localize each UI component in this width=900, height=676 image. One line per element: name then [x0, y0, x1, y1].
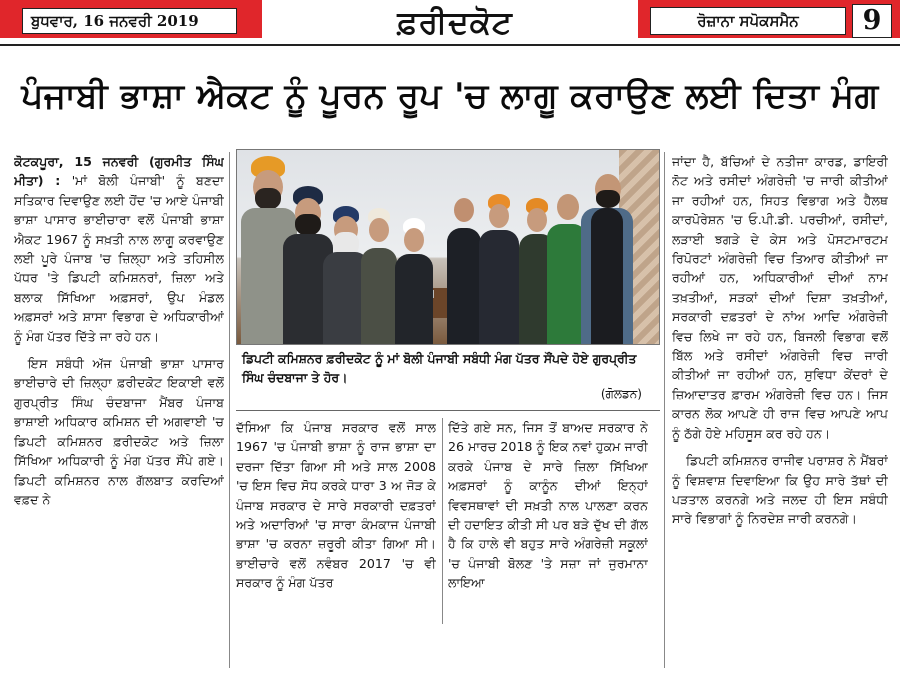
- article-paragraph: ਦੱਸਿਆ ਕਿ ਪੰਜਾਬ ਸਰਕਾਰ ਵਲੋਂ ਸਾਲ 1967 'ਚ ਪੰਜਾਬੀ ਭਾਸ਼ਾ ਨੂੰ ਰਾਜ ਭਾਸ਼ਾ ਦਾ ਦਰਜਾ ਦਿੱਤਾ ਗਿਆ ਸੀ ਅਤੇ ਸਾਲ 2008 'ਚ ਇਸ ਵਿਚ ਸੋਧ ਕਰਕੇ ਧਾਰਾ 3 ਅ ਜੋੜ ਕੇ ਪੰਜਾਬ ਸਰਕਾਰ ਦੇ ਸਾਰੇ ਸਰਕਾਰੀ ਦਫ਼ਤਰਾਂ ਅਤੇ ਅਦਾਰਿਆਂ 'ਚ ਸਾਰਾ ਕੰਮਕਾਜ ਪੰਜਾਬੀ ਭਾਸ਼ਾ 'ਚ ਕਰਨਾ ਜ਼ਰੂਰੀ ਕੀਤਾ ਗਿਆ ਸੀ। ਭਾਈਚਾਰੇ ਵਲੋਂ ਨਵੰਬਰ 2017 'ਚ ਵੀ ਸਰਕਾਰ ਨੂੰ ਮੰਗ ਪੱਤਰ: [236, 420, 436, 591]
- article-column-2: [236, 418, 436, 628]
- article-paragraph: ਇਸ ਸਬੰਧੀ ਅੱਜ ਪੰਜਾਬੀ ਭਾਸ਼ਾ ਪਾਸਾਰ ਭਾਈਚਾਰੇ ਦੀ ਜ਼ਿਲ੍ਹਾ ਫ਼ਰੀਦਕੋਟ ਇਕਾਈ ਵਲੋਂ ਗੁਰਪ੍ਰੀਤ ਸਿੰਘ ਚੰਦਬਾਜਾ ਮੈਂਬਰ ਪੰਜਾਬ ਭਾਸ਼ਾਈ ਅਧਿਕਾਰ ਕਮਿਸ਼ਨ ਦੀ ਅਗਵਾਈ 'ਚ ਡਿਪਟੀ ਕਮਿਸ਼ਨਰ ਫ਼ਰੀਦਕੋਟ ਅਤੇ ਜ਼ਿਲਾ ਸਿੱਖਿਆ ਅਧਿਕਾਰੀ ਨੂੰ ਮੰਗ ਪੱਤਰ ਸੌਂਪੇ ਗਏ। ਡਿਪਟੀ ਕਮਿਸ਼ਨਰ ਨਾਲ ਗੱਲਬਾਤ ਕਰਦਿਆਂ ਵਫ਼ਦ ਨੇ: [14, 356, 224, 507]
- dateline: ਕੋਟਕਪੂਰਾ, 15 ਜਨਵਰੀ (ਗੁਰਮੀਤ ਸਿੰਘ ਮੀਤਾ) :: [14, 154, 224, 189]
- photo-caption: [236, 346, 660, 410]
- article-paragraph: ਦਿੱਤੇ ਗਏ ਸਨ, ਜਿਸ ਤੋਂ ਬਾਅਦ ਸਰਕਾਰ ਨੇ 26 ਮਾਰਚ 2018 ਨੂੰ ਇਕ ਨਵਾਂ ਹੁਕਮ ਜਾਰੀ ਕਰਕੇ ਪੰਜਾਬ ਦੇ ਸਾਰੇ ਜ਼ਿਲਾ ਸਿੱਖਿਆ ਅਫ਼ਸਰਾਂ ਨੂੰ ਕਾਨੂੰਨ ਦੀਆਂ ਇਨ੍ਹਾਂ ਵਿਵਸਥਾਵਾਂ ਦੀ ਸਖ਼ਤੀ ਨਾਲ ਪਾਲਣਾ ਕਰਨ ਦੀ ਹਦਾਇਤ ਕੀਤੀ ਸੀ ਪਰ ਬੜੇ ਦੁੱਖ ਦੀ ਗੱਲ ਹੈ ਕਿ ਹਾਲੇ ਵੀ ਬਹੁਤ ਸਾਰੇ ਅੰਗਰੇਜ਼ੀ ਸਕੂਲਾਂ 'ਚ ਪੰਜਾਬੀ ਬੋਲਣ 'ਤੇ ਸਜ਼ਾ ਜਾਂ ਜੁਰਮਾਨਾ ਲਾਇਆ: [448, 420, 648, 591]
- article-column-4: [672, 152, 888, 672]
- photo-person: [479, 192, 519, 344]
- photo-person: [447, 198, 481, 344]
- masthead: [0, 0, 900, 45]
- photo-person: [581, 174, 633, 344]
- masthead-rule: [0, 44, 900, 46]
- caption-rule: [236, 410, 660, 411]
- newspaper-brand: ਰੋਜ਼ਾਨਾ ਸਪੋਕਸਮੈਨ: [650, 7, 846, 35]
- news-photo: [236, 149, 660, 345]
- article-paragraph: ਜਾਂਦਾ ਹੈ, ਬੱਚਿਆਂ ਦੇ ਨਤੀਜਾ ਕਾਰਡ, ਡਾਇਰੀ ਨੋਟ ਅਤੇ ਰਸੀਦਾਂ ਅੰਗਰੇਜ਼ੀ 'ਚ ਜਾਰੀ ਕੀਤੀਆਂ ਜਾ ਰਹੀਆਂ ਹਨ, ਸਿਹਤ ਵਿਭਾਗ ਅਤੇ ਹੈਲਥ ਕਾਰਪੋਰੇਸ਼ਨ 'ਚ ਓ.ਪੀ.ਡੀ. ਪਰਚੀਆਂ, ਰਸੀਦਾਂ, ਲੜਾਈ ਝਗੜੇ ਦੇ ਕੇਸ ਅਤੇ ਪੋਸਟਮਾਰਟਮ ਰਿਪੋਰਟਾਂ ਅੰਗਰੇਜ਼ੀ ਵਿਚ ਤਿਆਰ ਕੀਤੀਆਂ ਜਾ ਰਹੀਆਂ ਹਨ, ਅਧਿਕਾਰੀਆਂ ਦੀਆਂ ਨਾਮ ਤਖ਼ਤੀਆਂ, ਸੜਕਾਂ ਦੀਆਂ ਦਿਸ਼ਾ ਤਖ਼ਤੀਆਂ, ਸਰਕਾਰੀ ਦਫ਼ਤਰਾਂ ਦੇ ਨਾਂਅ ਆਦਿ ਅੰਗਰੇਜ਼ੀ ਵਿਚ ਲਿਖੇ ਜਾ ਰਹੇ ਹਨ, ਬਿਜਲੀ ਵਿਭਾਗ ਵਲੋਂ ਬਿੱਲ ਅਤੇ ਰਸੀਦਾਂ ਅੰਗਰੇਜ਼ੀ ਵਿਚ ਜਾਰੀ ਕੀਤੀਆਂ ਜਾ ਰਹੀਆਂ ਹਨ, ਸੁਵਿਧਾ ਕੇਂਦਰਾਂ ਦੇ ਜ਼ਿਆਦਾਤਰ ਫ਼ਾਰਮ ਅੰਗਰੇਜ਼ੀ ਵਿਚ ਹਨ। ਜਿਸ ਕਾਰਨ ਲੋਕ ਆਪਣੇ ਹੀ ਰਾਜ ਵਿਚ ਆਪਣੇ ਆਪ ਨੂੰ ਠੱਗੇ ਹੋਏ ਮਹਿਸੂਸ ਕਰ ਰਹੇ ਹਨ।: [672, 154, 888, 441]
- column-divider: [442, 418, 443, 624]
- column-divider: [229, 152, 230, 668]
- article-headline: ਪੰਜਾਬੀ ਭਾਸ਼ਾ ਐਕਟ ਨੂੰ ਪੂਰਨ ਰੂਪ 'ਚ ਲਾਗੂ ਕਰਾਉਣ ਲਈ ਦਿਤਾ ਮੰਗ: [21, 76, 879, 116]
- photo-credit: (ਗੋਲਡਨ): [600, 387, 642, 401]
- article-column-1: [14, 152, 224, 672]
- issue-date: ਬੁਧਵਾਰ, 16 ਜਨਵਰੀ 2019: [22, 8, 237, 34]
- section-location: ਫ਼ਰੀਦਕੋਟ: [397, 5, 513, 41]
- caption-text: ਡਿਪਟੀ ਕਮਿਸ਼ਨਰ ਫ਼ਰੀਦਕੋਟ ਨੂੰ ਮਾਂ ਬੋਲੀ ਪੰਜਾਬੀ ਸਬੰਧੀ ਮੰਗ ਪੱਤਰ ਸੌਂਪਦੇ ਹੋਏ ਗੁਰਪ੍ਰੀਤ ਸਿੰਘ ਚੰਦਬਾਜਾ ਤੇ ਹੋਰ।: [242, 351, 637, 385]
- page-number: 9: [852, 4, 892, 38]
- photo-person: [361, 206, 397, 344]
- article-column-3: [448, 418, 648, 628]
- photo-person: [395, 216, 433, 344]
- paragraph-text: 'ਮਾਂ ਬੋਲੀ ਪੰਜਾਬੀ' ਨੂੰ ਬਣਦਾ ਸਤਿਕਾਰ ਦਿਵਾਉਣ ਲਈ ਹੋਂਦ 'ਚ ਆਏ ਪੰਜਾਬੀ ਭਾਸ਼ਾ ਪਾਸਾਰ ਭਾਈਚਾਰਾ ਵਲੋਂ ਪੰਜਾਬੀ ਭਾਸ਼ਾ ਐਕਟ 1967 ਨੂੰ ਸਖ਼ਤੀ ਨਾਲ ਲਾਗੂ ਕਰਵਾਉਣ ਲਈ ਪੂਰੇ ਪੰਜਾਬ 'ਚ ਜ਼ਿਲ੍ਹਾ ਅਤੇ ਤਹਿਸੀਲ ਪੱਧਰ 'ਤੇ ਡਿਪਟੀ ਕਮਿਸ਼ਨਰਾਂ, ਜ਼ਿਲਾ ਅਤੇ ਬਲਾਕ ਸਿੱਖਿਆ ਅਫ਼ਸਰਾਂ, ਉਪ ਮੰਡਲ ਅਫ਼ਸਰਾਂ ਅਤੇ ਸ਼ਾਸਾ ਵਿਭਾਗ ਦੇ ਅਧਿਕਾਰੀਆਂ ਨੂੰ ਮੰਗ ਪੱਤਰ ਦਿੱਤੇ ਜਾ ਰਹੇ ਹਨ।: [14, 173, 224, 344]
- article-paragraph: [14, 152, 224, 346]
- column-divider: [664, 152, 665, 668]
- article-paragraph: ਡਿਪਟੀ ਕਮਿਸ਼ਨਰ ਰਾਜੀਵ ਪਰਾਸ਼ਰ ਨੇ ਮੈਂਬਰਾਂ ਨੂੰ ਵਿਸ਼ਵਾਸ਼ ਦਿਵਾਇਆ ਕਿ ਉਹ ਸਾਰੇ ਤੱਥਾਂ ਦੀ ਪੜਤਾਲ ਕਰਨਗੇ ਅਤੇ ਜਲਦ ਹੀ ਇਸ ਸਬੰਧੀ ਸਾਰੇ ਵਿਭਾਗਾਂ ਨੂੰ ਨਿਰਦੇਸ਼ ਜਾਰੀ ਕਰਨਗੇ।: [672, 453, 888, 527]
